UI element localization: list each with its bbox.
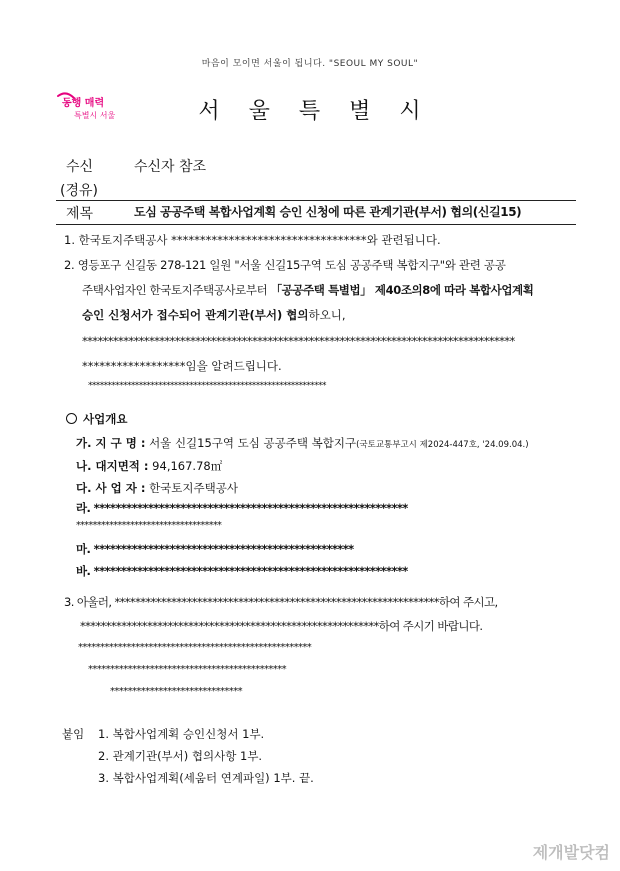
- paragraph-2-line2: 주택사업자인 한국토지주택공사로부터 「공공주택 특별법」 제40조의8에 따라 복합사업계획: [82, 283, 534, 297]
- overview-item-na: 나. 대지면적 : 94,167.78㎡: [76, 459, 223, 473]
- logo-line2: 특별시 서울: [74, 111, 116, 120]
- subject-value: 도심 공공주택 복합사업계획 승인 신청에 따른 관계기관(부서) 협의(신길15): [134, 205, 522, 219]
- overview-heading: 사업개요: [66, 411, 127, 427]
- circle-bullet-icon: [66, 413, 77, 424]
- subject-label: 제목: [66, 206, 94, 222]
- paragraph-2-line4: ************************************************************************************: [82, 334, 515, 348]
- paragraph-2-line5: ******************임을 알려드립니다.: [82, 359, 282, 373]
- paragraph-3-line4: *********************************************: [88, 664, 287, 675]
- attachment-item: 3. 복합사업계획(세움터 연계파일) 1부. 끝.: [98, 771, 314, 785]
- subject-top-rule: [56, 200, 576, 201]
- via-label: (경유): [60, 183, 98, 199]
- overview-item-da: 다. 사 업 자 : 한국토지주택공사: [76, 481, 238, 495]
- overview-item-ra: 라. **********************************************************: [76, 501, 408, 515]
- slogan: 마음이 모이면 서울이 됩니다. "SEOUL MY SOUL": [201, 59, 419, 69]
- recipient-value: 수신자 참조: [134, 159, 207, 175]
- attachment-item: 2. 관계기관(부서) 협의사항 1부.: [98, 749, 263, 763]
- attachment-item: 1. 복합사업계획 승인신청서 1부.: [98, 727, 265, 741]
- paragraph-3-line3: *****************************************************: [78, 642, 312, 653]
- org-title: [0, 94, 620, 125]
- overview-item-ba: 바. **********************************************************: [76, 564, 408, 578]
- recipient-label: 수신: [66, 159, 94, 175]
- attachments-label: 붙임: [62, 727, 85, 741]
- paragraph-1: 1. 한국토지주택공사 **********************************와 관련됩니다.: [64, 233, 441, 247]
- paragraph-3-line2: **********************************************************하여 주시기 바랍니다.: [80, 619, 483, 633]
- paragraph-3-line5: ******************************: [110, 686, 243, 697]
- org-char: 별: [349, 99, 372, 124]
- subject-bottom-rule: [56, 224, 576, 225]
- overview-item-ga: 가. 지 구 명 : 서울 신길15구역 도심 공공주택 복합지구(국토교통부고시 제2024-447호, '24.09.04.): [76, 436, 529, 450]
- overview-item-ra-cont: ***********************************: [76, 520, 222, 531]
- org-char: 시: [399, 99, 422, 124]
- paragraph-3-line1: 3. 아울러, ***************************************************************하여 주시고,: [64, 595, 498, 609]
- paragraph-2-line3: 승인 신청서가 접수되어 관계기관(부서) 협의하오니,: [82, 308, 346, 322]
- paragraph-2-line6: *************************************************************: [88, 381, 326, 391]
- watermark: 제개발닷컴: [532, 843, 610, 862]
- paragraph-2-line1: 2. 영등포구 신길동 278-121 일원 "서울 신길15구역 도심 공공주택 복합지구"와 관련 공공: [64, 258, 506, 272]
- overview-item-ma: 마. ************************************************: [76, 542, 354, 556]
- org-char: 울: [248, 99, 271, 124]
- org-char: 서: [198, 99, 221, 124]
- org-char: 특: [298, 99, 322, 124]
- logo-line1: 동행 매력: [62, 98, 105, 109]
